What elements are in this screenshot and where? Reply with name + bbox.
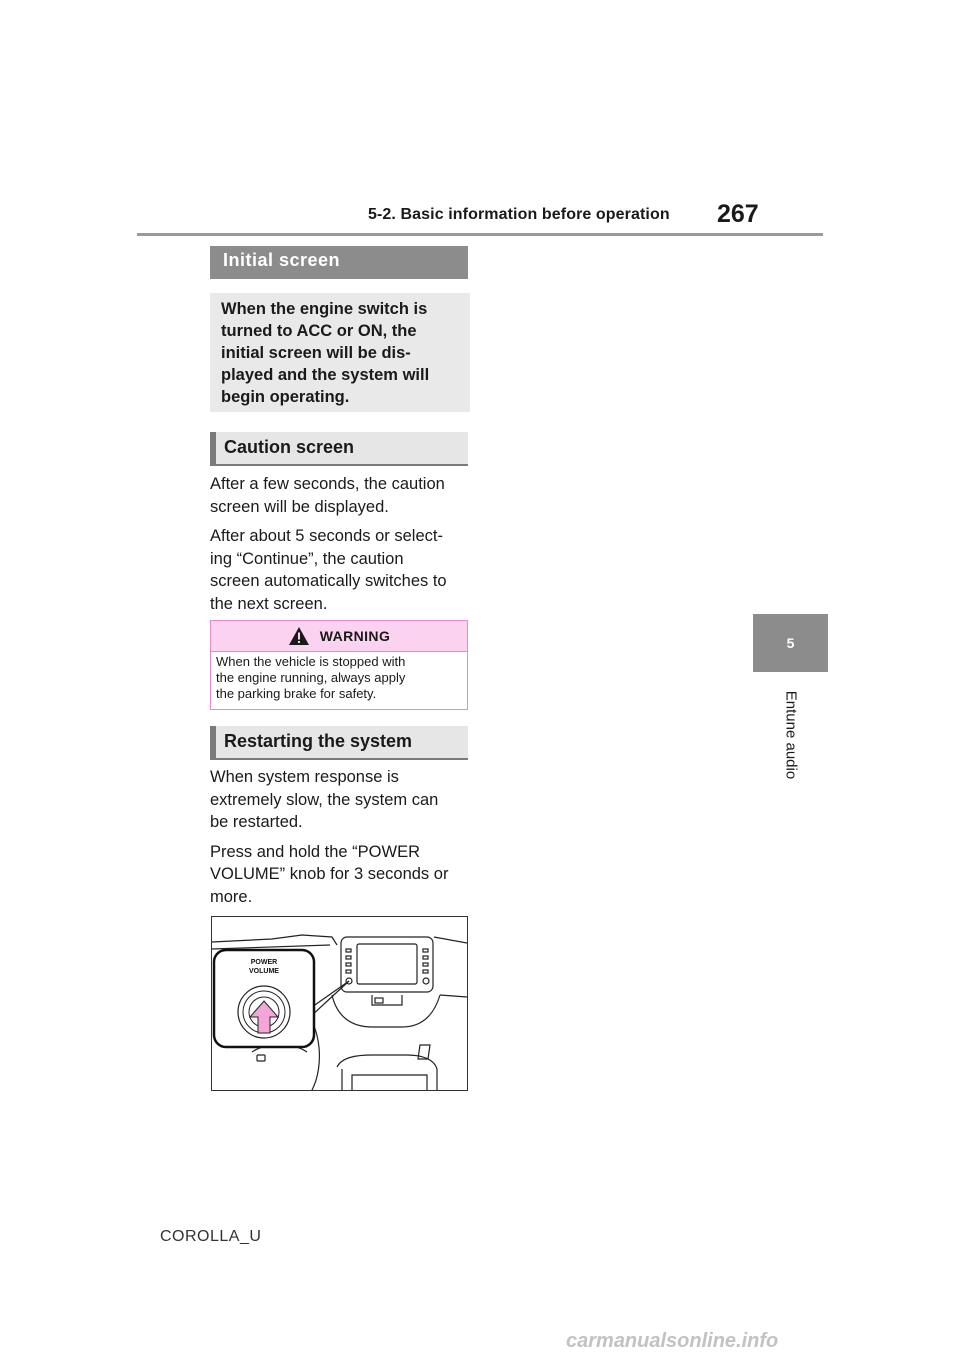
chapter-tab [753, 614, 828, 672]
warning-header [211, 621, 467, 652]
intro-line: When the engine switch is [221, 300, 428, 318]
warning-box [210, 620, 468, 710]
restarting-body [210, 766, 472, 915]
intro-line: begin operating. [221, 388, 350, 406]
callout-label-power: POWER [250, 959, 278, 966]
intro-line: turned to ACC or ON, the [221, 322, 417, 340]
warning-label: WARNING [319, 628, 391, 644]
chapter-number: 5 [786, 635, 795, 651]
section-title: 5-2. Basic information before operation [368, 206, 670, 223]
dashboard-illustration [211, 916, 468, 1091]
callout-label-volume: VOLUME [249, 968, 279, 975]
restarting-heading: Restarting the system [210, 726, 468, 760]
document-code: COROLLA_U [160, 1228, 262, 1245]
intro-line: played and the system will [221, 366, 430, 384]
chapter-title: Entune audio [782, 690, 799, 780]
caution-screen-heading: Caution screen [210, 432, 468, 466]
header-rule [137, 233, 823, 236]
initial-screen-heading: Initial screen [210, 246, 468, 279]
paragraph: After a few seconds, the caution screen will be displayed. [210, 475, 445, 516]
warning-text: When the vehicle is stopped with the engine running, always apply the parking brake for safety. [216, 654, 406, 701]
dashboard-drawing [212, 917, 467, 1090]
watermark: carmanualsonline.info [566, 1330, 779, 1352]
chapter-label-container [753, 680, 828, 790]
page-number: 267 [717, 200, 759, 228]
paragraph: When system response is extremely slow, the system can be restarted. [210, 768, 439, 831]
paragraph: Press and hold the “POWER VOLUME” knob for 3 seconds or more. [210, 842, 449, 906]
intro-line: initial screen will be dis- [221, 344, 411, 362]
paragraph: After about 5 seconds or select- ing “Continue”, the caution screen automatically switches to the next screen. [210, 527, 447, 613]
warning-triangle-icon [288, 626, 310, 646]
initial-screen-intro [210, 293, 470, 412]
caution-screen-body [210, 473, 472, 622]
